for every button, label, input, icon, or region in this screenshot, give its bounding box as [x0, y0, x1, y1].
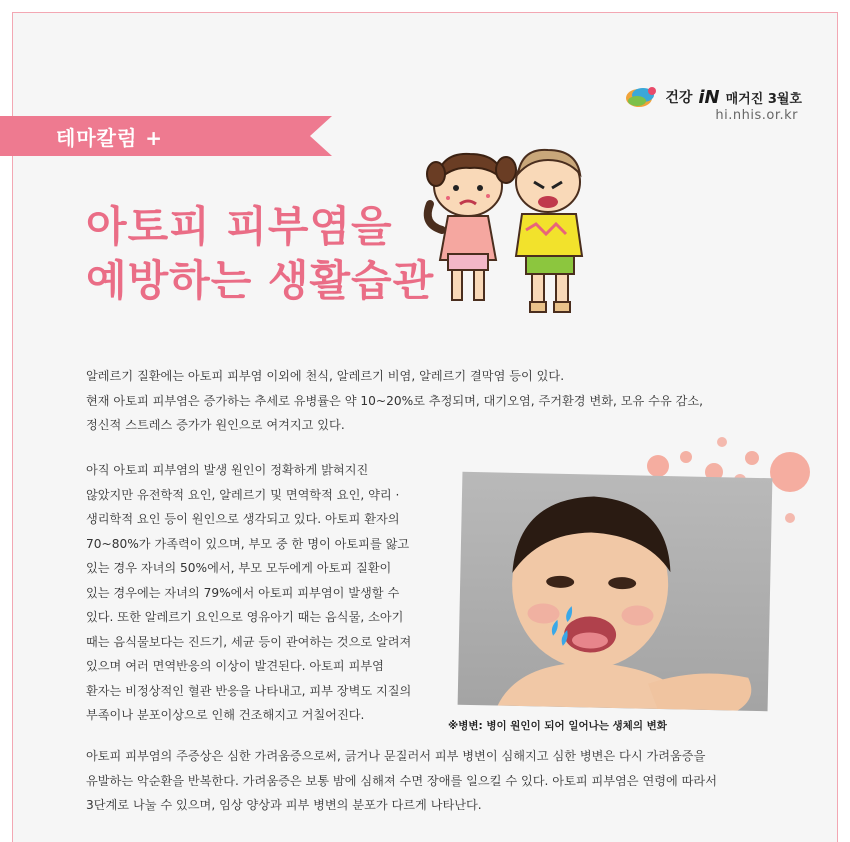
body-line: 않았지만 유전학적 요인, 알레르기 및 면역학적 요인, 약리 ·: [86, 487, 400, 502]
intro-line: 알레르기 질환에는 아토피 피부염 이외에 천식, 알레르기 비염, 알레르기 결막염 등이 있다.: [86, 369, 565, 383]
itchy-kids-illustration: [418, 144, 618, 320]
brand-name: 건강: [665, 90, 693, 106]
crying-baby-photo: [458, 472, 773, 711]
symptom-paragraph: [86, 744, 786, 818]
photo-caption: ※병변: 병이 원인이 되어 일어나는 생체의 변화: [448, 720, 667, 732]
ribbon-label: 테마칼럼 +: [56, 126, 164, 150]
closing-line: 아토피 피부염의 주증상은 심한 가려움증으로써, 긁거나 문질러서 피부 병변이 심해지고 심한 병변은 다시 가려움증을: [86, 749, 706, 763]
intro-paragraph: [86, 364, 776, 438]
theme-ribbon: [0, 116, 332, 156]
intro-line: 현재 아토피 피부염은 증가하는 추세로 유병률은 약 10~20%로 추정되며, 대기오염, 주거환경 변화, 모유 수유 감소,: [86, 393, 704, 408]
brand-logo-icon: [625, 84, 659, 110]
page-title: [86, 200, 434, 308]
closing-line: 유발하는 악순환을 반복한다. 가려움증은 보통 밤에 심해져 수면 장애를 일으킬 수 있다. 아토피 피부염은 연령에 따라서: [86, 773, 717, 788]
body-line: 있으며 여러 면역반응의 이상이 발견된다. 아토피 피부염: [86, 659, 384, 673]
body-line: 있는 경우에는 자녀의 79%에서 아토피 피부염이 발생할 수: [86, 585, 400, 600]
body-line: 때는 음식물보다는 진드기, 세균 등이 관여하는 것으로 알려져: [86, 634, 412, 649]
title-line-2: 예방하는 생활습관: [86, 256, 435, 305]
ribbon-shape: [0, 116, 332, 156]
body-line: 아직 아토피 피부염의 발생 원인이 정확하게 밝혀지진: [86, 463, 369, 477]
closing-line: 3단계로 나눌 수 있으며, 임상 양상과 피부 병변의 분포가 다르게 나타난다.: [86, 798, 482, 812]
title-line-1: 아토피 피부염을: [86, 202, 393, 251]
body-line: 생리학적 요인 등이 원인으로 생각되고 있다. 아토피 환자의: [86, 512, 400, 526]
body-line: 있는 경우 자녀의 50%에서, 부모 모두에게 아토피 질환이: [86, 561, 392, 575]
body-line: 있다. 또한 알레르기 요인으로 영유아기 때는 음식물, 소아기: [86, 610, 404, 624]
baby-image: [458, 472, 773, 711]
cause-paragraph: [86, 458, 452, 728]
body-line: 환자는 비정상적인 혈관 반응을 나타내고, 피부 장벽도 지질의: [86, 683, 412, 698]
brand-header: [625, 84, 802, 110]
intro-line: 정신적 스트레스 증가가 원인으로 여겨지고 있다.: [86, 418, 345, 432]
body-line: 부족이나 분포이상으로 인해 건조해지고 거칠어진다.: [86, 708, 365, 722]
magazine-issue: 매거진 3월호: [725, 91, 802, 107]
body-line: 70~80%가 가족력이 있으며, 부모 중 한 명이 아토피를 앓고: [86, 536, 410, 551]
brand-in: iN: [698, 86, 720, 108]
brand-url: hi.nhis.or.kr: [715, 108, 798, 123]
